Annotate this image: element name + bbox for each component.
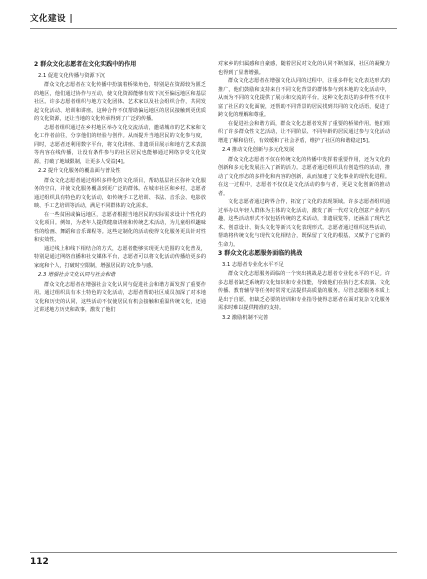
section-heading: 2 群众文化志愿者在文化实践中的作用 — [34, 61, 137, 68]
paragraph: 群众文化志愿者通过组织多样化的文化项目，帮助基层社区弥补文化服务的空白，并使文化服务覆盖到更广泛的群体。在城市社区和乡村，志愿者通过组织具有特色的文化活动，如传统手工艺培训、书法、音乐会、电影放映、手工艺培训等活动，满足不同群体的文化需求。 — [34, 177, 206, 209]
subsection-heading: 2.3 增强社会文化认同与社会和谐 — [38, 272, 116, 278]
section-heading: 3 群众文化志愿服务面临的挑战 — [218, 250, 303, 257]
left-column — [34, 60, 206, 315]
paragraph: 志愿者组织通过在乡村地区举办文化交流活动，邀请城市的艺术家和文化工作者前往，分享他们的经验与创作。从而提升当地居民的文化参与度，同时，志愿者还利用数字平台，将文化讲座、非遗项目展示和地方艺术表演等内容在线传播，让没有条件参与的社区居民也能够通过网络享受文化资源，打破了地域限制，让更多人受益[4]。 — [34, 124, 206, 165]
running-header: 文化建设 | — [30, 14, 74, 24]
paragraph: 群众文化志愿服务面临的一个突出挑战是志愿者专业化水平的不足。许多志愿者缺乏系统的文化知识和专业技能，导致他们在执行艺术表演、文化传播、教育辅导等任务时常常无法提供高质量的服务。尽管志愿服务本质上是出于自愿，但缺乏必要的培训和专业指导使得志愿者在面对复杂文化服务需求时难以提供精准的支持。 — [218, 271, 390, 311]
paragraph: 群众文化志愿者在增强文化认同的过程中，注重多样化文化表达形式的推广，他们鼓励和支持来自不同文化背景的群体参与到本地的文化活动中，从而为不同的文化提供了展示和交流的平台。这种文化表达的多样性不仅丰富了社区的文化面貌，还帮助不同背景的居民找到共同的文化话语，促进了跨文化的理解和尊重。 — [218, 78, 390, 118]
paragraph: 通过线上和线下相结合的方式，志愿者能够实现更大范围的文化普及，特别是通过网络直播和社交媒体平台，志愿者可以将文化活动传播给更多的家庭和个人，打破时空限制，增强居民的文化参与感。 — [34, 245, 206, 269]
paragraph: 群众文化志愿者在文化传播中扮演着桥梁角色，特别是在资源较为匮乏的地区，他们通过协作与互动，使文化资源能够有效下沉至偏远地区和基层社区。许多志愿者组织与地方文化团体、艺术家以及社会组织合作，共同发起文化活动、培训和讲座。这种合作不仅帮助偏远地区的居民接触到更优质的文化资源，还让当地的文化传承得到了广泛的传播。 — [34, 82, 206, 122]
paragraph: 在一些贫困或偏远地区，志愿者根据当地居民的实际需求设计个性化的文化项目。例如，为老年人提供健康讲座和传统艺术活动，为儿童组织趣味性的绘画、舞蹈和音乐课程等。这些定制化的活动使得文化服务更具针对性和实效性。 — [34, 211, 206, 243]
subsection-heading: 3.2 激励机制不完善 — [222, 314, 269, 321]
subsection-heading: 2.2 提升文化服务的覆盖面与普及性 — [38, 168, 121, 174]
paragraph: 群众文化志愿者在增强社会文化认同与促进社会和谐方面发挥了重要作用。通过组织具有本土特色的文化活动，志愿者帮助社区成员加深了对本地文化和历史的认同，这些活动不仅使居民有机会接触和重温传统文化，还通过讲述地方历史和故事，激发了他们 — [34, 281, 206, 313]
paragraph: 文化志愿者通过跨界合作，拓宽了文化的表现领域。许多志愿者组织通过举办以年轻人群体为主体的文化活动，激发了新一代对文化创意产业的兴趣，这些活动形式不仅包括传统的艺术活动，非遗展览等，还涵盖了现代艺术、创意设计、街头文化等新兴文化表现形式。志愿者通过组织这些活动，帮助将传统文化与现代文化相结合，既保留了文化的根基，又赋予了它新的生命力。 — [218, 199, 390, 248]
paragraph: 群众文化志愿者不仅在传统文化的传播中发挥着重要作用，还为文化的创新和多元化发展注入了新的活力。志愿者通过组织具有创造性的活动，推动了文化形态的多样化和内容的创新，从而加速了文化事业的现代化进程。在这一过程中，志愿者不仅仅是文化活动的参与者，更是文化创新的推动者。 — [218, 156, 390, 197]
footer-rule — [30, 552, 397, 553]
header-rule — [30, 28, 397, 29]
page-number: 112 — [30, 557, 49, 567]
right-column — [218, 60, 390, 323]
paragraph: 对家乡的归属感和自豪感，随着居民对文化的认同不断加深，社区的凝聚力也得到了显著增强。 — [218, 61, 390, 76]
subsection-heading: 2.4 推动文化创新与多元化发展 — [222, 147, 295, 153]
subsection-heading: 3.1 志愿者专业化水平不足 — [222, 261, 284, 268]
subsection-heading: 2.1 促进文化传播与资源下沉 — [38, 72, 105, 79]
paragraph: 在促进社会和谐方面，群众文化志愿者发挥了重要的桥梁作用。他们组织了许多群众性文艺活动，让不同阶层、不同年龄的居民通过参与文化活动增进了解和信任，有效缓和了社会矛盾，维护了社区的和谐稳定[5]。 — [218, 120, 390, 144]
